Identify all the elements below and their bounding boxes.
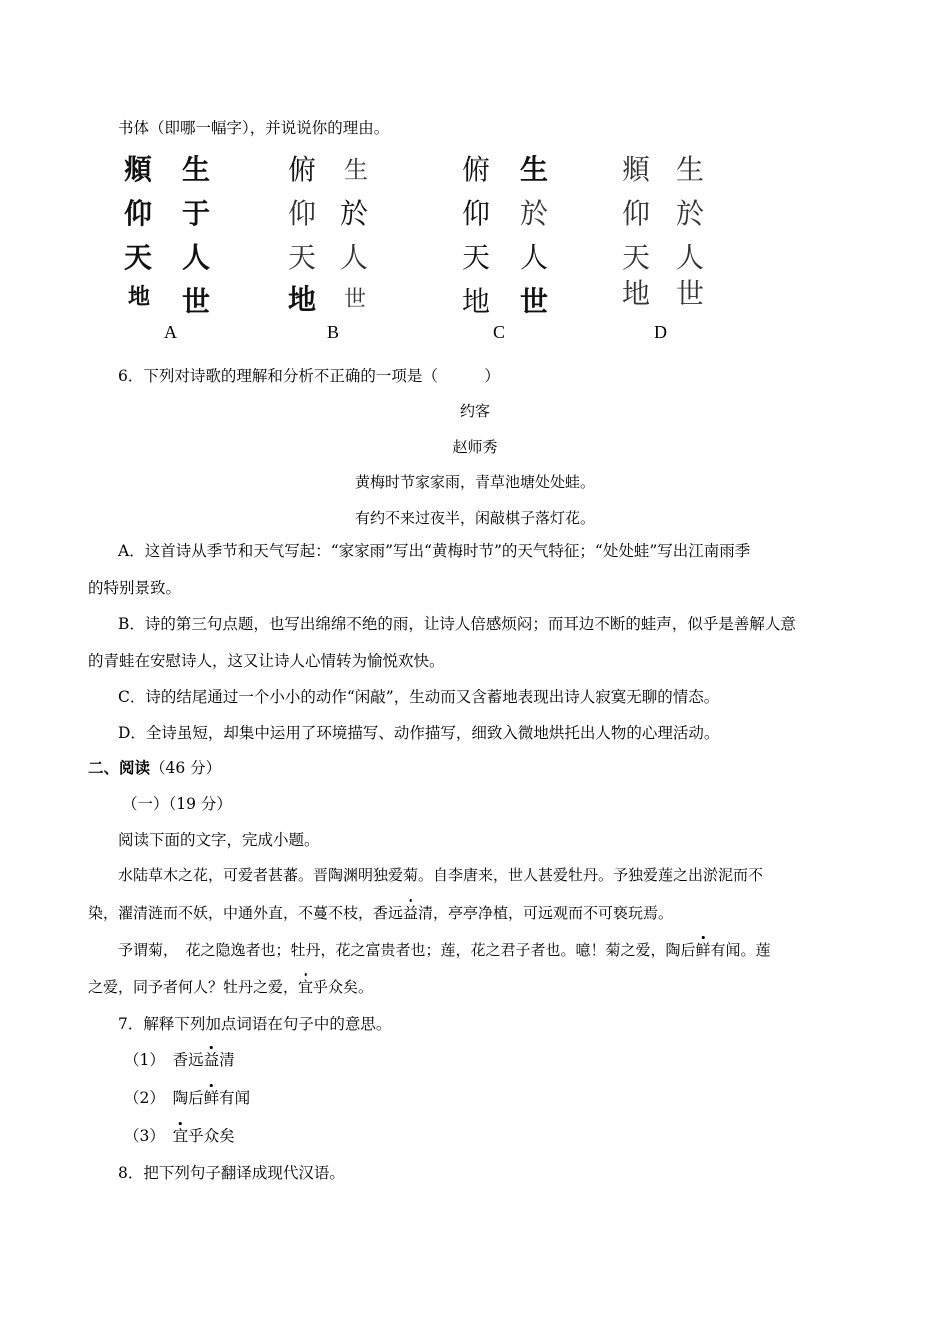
callig-b-c1-2: 天 — [288, 241, 317, 274]
passage-p1-line1: 水陆草木之花，可爱者甚蕃。晋陶渊明独爱菊。自李唐来，世人甚爱牡丹。予独爱莲之出淤泥而不 — [118, 866, 764, 884]
callig-a-c1-1: 仰 — [124, 197, 153, 230]
q7-item-2-num: （2） — [124, 1089, 158, 1107]
callig-c-c2-0: 生 — [520, 153, 549, 186]
poem-title: 约客 — [459, 402, 490, 420]
q7-item-3-num: （3） — [124, 1127, 158, 1145]
q7-item-2 — [124, 1088, 250, 1108]
q7-item-2-dot: 鲜 — [203, 1089, 220, 1107]
callig-d-c1-1: 仰 — [622, 197, 651, 230]
passage-p2-line2 — [88, 977, 373, 997]
callig-a-c1-0: 頫 — [124, 153, 153, 186]
callig-a-c2-3: 世 — [182, 285, 211, 318]
callig-b-c2-2: 人 — [340, 241, 369, 274]
q6-option-b-line1: B．诗的第三句点题，也写出绵绵不绝的雨，让诗人倍感烦闷；而耳边不断的蛙声，似乎是善解人意 — [118, 615, 796, 633]
callig-a-c2-0: 生 — [182, 153, 211, 186]
q7-item-3 — [124, 1126, 235, 1146]
callig-a-c2-1: 于 — [182, 197, 211, 230]
q7-item-2-post: 有闻 — [219, 1089, 251, 1107]
callig-d-c2-2: 人 — [676, 241, 705, 274]
callig-d-c1-0: 頫 — [622, 153, 651, 186]
q7-item-3-post: 乎众矣 — [188, 1127, 235, 1145]
q6-option-b-line2: 的青蛙在安慰诗人，这又让诗人心情转为愉悦欢快。 — [88, 652, 445, 670]
q6-option-a-line2: 的特别景致。 — [88, 579, 182, 597]
q7-item-1-post: 清 — [219, 1051, 235, 1069]
callig-c-c1-2: 天 — [462, 241, 491, 274]
poem-line-2: 有约不来过夜半，闲敲棋子落灯花。 — [354, 509, 595, 527]
passage-p1-line2 — [88, 903, 673, 923]
dotted-char-yi2: 宜 — [298, 978, 314, 996]
poem-line-1: 黄梅时节家家雨，青草池塘处处蛙。 — [354, 473, 595, 491]
q7-item-1 — [124, 1050, 235, 1070]
callig-c-c1-1: 仰 — [462, 197, 491, 230]
passage-p1-line2-b: 清，亭亭净植，可远观而不可亵玩焉。 — [418, 904, 674, 922]
callig-a-c1-2: 天 — [124, 241, 153, 274]
callig-d-c1-2: 天 — [622, 241, 651, 274]
callig-a-c2-2: 人 — [182, 241, 211, 274]
q6-stem: 6．下列对诗歌的理解和分析不正确的一项是（ ） — [118, 367, 500, 385]
q7-item-3-dot: 宜 — [172, 1127, 189, 1145]
callig-c-c2-2: 人 — [520, 241, 549, 274]
passage-p2-line1-b: 有闻。莲 — [710, 941, 771, 959]
passage-p2-line2-a: 之爱，同予者何人？牡丹之爱， — [88, 978, 299, 996]
passage-p2-line2-b: 乎众矣。 — [313, 978, 374, 996]
callig-a-c1-3: 地 — [128, 284, 151, 310]
passage-p1-line2-a: 染，濯清涟而不妖，中通外直，不蔓不枝，香远 — [88, 904, 404, 922]
callig-b-c1-0: 俯 — [288, 153, 317, 186]
callig-c-c1-3: 地 — [462, 285, 491, 318]
sub-section-1: （一）（19 分） — [122, 795, 232, 813]
q7-stem: 7．解释下列加点词语在句子中的意思。 — [118, 1015, 392, 1033]
q8-stem: 8．把下列句子翻译成现代汉语。 — [118, 1164, 345, 1182]
section-2-heading — [88, 758, 221, 778]
section-2-title: 二、阅读 — [88, 758, 151, 777]
callig-b-c1-3: 地 — [288, 283, 317, 316]
callig-b-c2-1: 於 — [340, 197, 369, 230]
passage-p2-line1 — [118, 940, 771, 960]
q7-item-1-num: （1） — [124, 1051, 158, 1069]
callig-c-c2-3: 世 — [520, 285, 549, 318]
q6-option-a-line1: A．这首诗从季节和天气写起：“家家雨”写出“黄梅时节”的天气特征；“处处蛙”写出江南雨季 — [118, 542, 751, 560]
callig-b-c2-0: 生 — [344, 156, 368, 184]
q6-option-d: D．全诗虽短，却集中运用了环境描写、动作描写，细致入微地烘托出人物的心理活动。 — [118, 724, 720, 742]
callig-d-c2-0: 生 — [676, 153, 705, 186]
section-2-score: （46 分） — [150, 759, 222, 777]
poem-author: 赵师秀 — [452, 438, 498, 456]
label-b: B — [327, 322, 340, 342]
callig-c-c2-1: 於 — [520, 197, 549, 230]
q6-option-c: C．诗的结尾通过一个小小的动作“闲敲”，生动而又含蓄地表现出诗人寂寞无聊的情态。 — [118, 688, 720, 706]
callig-d-c1-3: 地 — [622, 277, 651, 310]
dotted-char-yi: 益 — [403, 904, 419, 922]
callig-b-c2-3: 世 — [344, 287, 367, 312]
dotted-char-xian: 鲜 — [695, 941, 711, 959]
reading-instruction: 阅读下面的文字，完成小题。 — [118, 831, 320, 849]
label-d: D — [654, 322, 667, 342]
q7-item-1-pre: 香远 — [172, 1051, 204, 1069]
intro-line: 书体（即哪一幅字），并说说你的理由。 — [118, 119, 390, 137]
callig-d-c2-3: 世 — [676, 277, 705, 310]
callig-d-c2-1: 於 — [676, 197, 705, 230]
q7-item-1-dot: 益 — [203, 1051, 220, 1069]
q7-item-2-pre: 陶后 — [172, 1089, 204, 1107]
label-a: A — [164, 322, 177, 342]
passage-p2-line1-a: 予谓菊， 花之隐逸者也；牡丹，花之富贵者也；莲，花之君子者也。噫！菊之爱，陶后 — [118, 941, 696, 959]
callig-c-c1-0: 俯 — [462, 153, 491, 186]
callig-b-c1-1: 仰 — [288, 197, 317, 230]
label-c: C — [493, 322, 506, 342]
